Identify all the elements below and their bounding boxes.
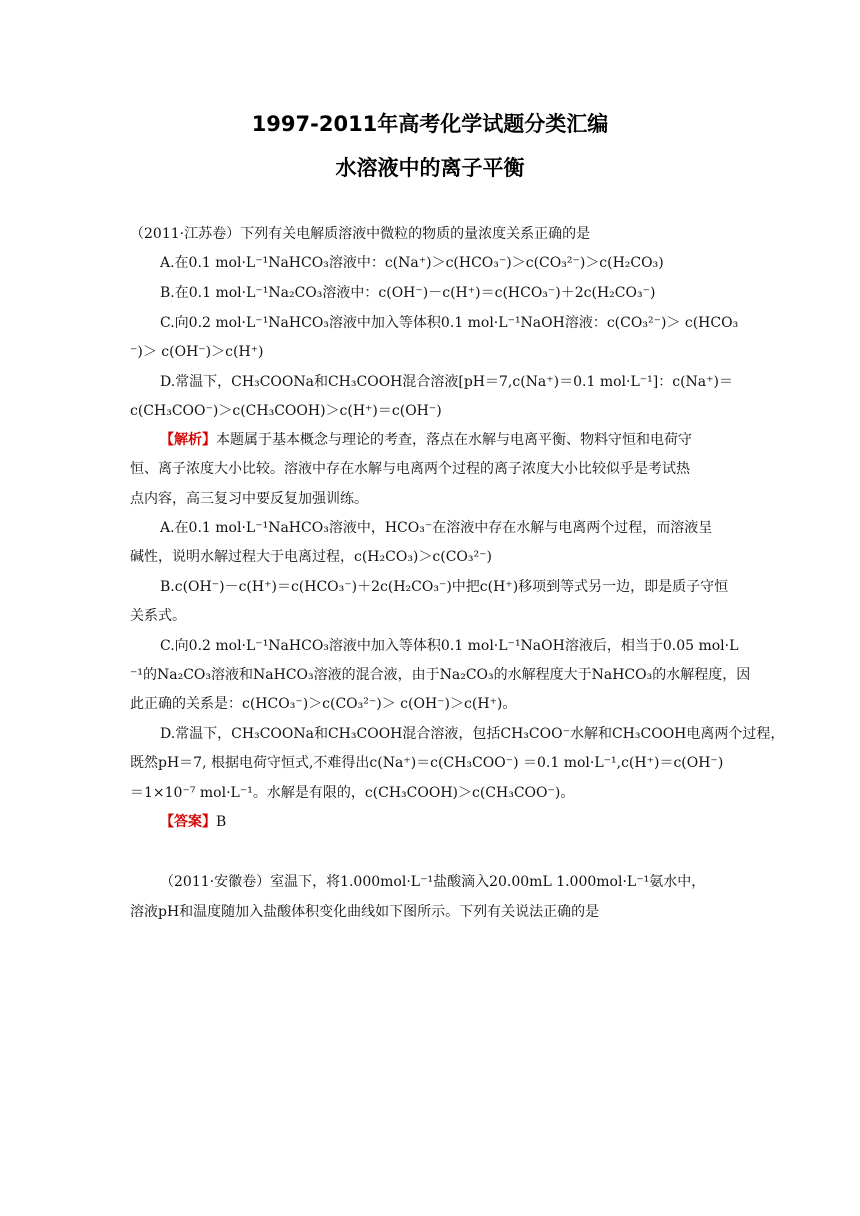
question1-stem: （2011·江苏卷）下列有关电解质溶液中微粒的物质的量浓度关系正确的是: [130, 226, 591, 242]
answer-value: B: [216, 814, 227, 830]
analysis-c-line3: 此正确的关系是：c(HCO₃⁻)＞c(CO₃²⁻)＞ c(OH⁻)＞c(H⁺)。: [130, 696, 517, 712]
document-subtitle: 水溶液中的离子平衡: [335, 156, 525, 180]
question1-option-b: B.在0.1 mol·L⁻¹Na₂CO₃溶液中：c(OH⁻)－c(H⁺)＝c(HCO₃⁻)＋2c(H₂CO₃⁻): [160, 285, 656, 301]
question2-line1: （2011·安徽卷）室温下，将1.000mol·L⁻¹盐酸滴入20.00mL 1.000mol·L⁻¹氨水中，: [160, 874, 706, 890]
question1-option-d-line2: c(CH₃COO⁻)＞c(CH₃COOH)＞c(H⁺)＝c(OH⁻): [130, 403, 442, 419]
document-title: 1997-2011年高考化学试题分类汇编: [251, 112, 609, 136]
question1-option-c-line2: ⁻)＞ c(OH⁻)＞c(H⁺): [130, 344, 264, 360]
analysis-b-line1: B.c(OH⁻)－c(H⁺)＝c(HCO₃⁻)＋2c(H₂CO₃⁻)中把c(H⁺)移项到等式另一边，即是质子守恒: [160, 579, 729, 595]
analysis-d-line3: ＝1×10⁻⁷ mol·L⁻¹。水解是有限的，c(CH₃COOH)＞c(CH₃COO⁻)。: [130, 785, 575, 801]
analysis-d-line2: 既然pH＝7, 根据电荷守恒式,不难得出c(Na⁺)＝c(CH₃COO⁻) ＝0.1 mol·L⁻¹,c(H⁺)＝c(OH⁻): [130, 755, 724, 771]
analysis-intro-line3: 点内容，高三复习中要反复加强训练。: [130, 491, 368, 507]
analysis-d-line1: D.常温下，CH₃COONa和CH₃COOH混合溶液，包括CH₃COO⁻水解和CH₃COOH电离两个过程，: [160, 726, 785, 742]
analysis-intro-text: 本题属于基本概念与理论的考查，落点在水解与电离平衡、物料守恒和电荷守: [216, 432, 692, 448]
analysis-intro-line2: 恒、离子浓度大小比较。溶液中存在水解与电离两个过程的离子浓度大小比较似乎是考试热: [130, 461, 690, 477]
analysis-a-line2: 碱性，说明水解过程大于电离过程，c(H₂CO₃)＞c(CO₃²⁻): [130, 549, 492, 565]
question1-option-a: A.在0.1 mol·L⁻¹NaHCO₃溶液中：c(Na⁺)＞c(HCO₃⁻)＞c(CO₃²⁻)＞c(H₂CO₃): [160, 255, 664, 271]
analysis-c-line2: ⁻¹的Na₂CO₃溶液和NaHCO₃溶液的混合液，由于Na₂CO₃的水解程度大于NaHCO₃的水解程度，因: [130, 667, 751, 683]
question1-option-c-line1: C.向0.2 mol·L⁻¹NaHCO₃溶液中加入等体积0.1 mol·L⁻¹NaOH溶液：c(CO₃²⁻)＞ c(HCO₃: [160, 315, 739, 331]
question1-option-d-line1: D.常温下，CH₃COONa和CH₃COOH混合溶液[pH＝7,c(Na⁺)＝0.1 mol·L⁻¹]：c(Na⁺)＝: [160, 374, 733, 390]
answer-tag: 【答案】: [160, 814, 216, 830]
analysis-intro-line1: [160, 430, 692, 450]
analysis-c-line1: C.向0.2 mol·L⁻¹NaHCO₃溶液中加入等体积0.1 mol·L⁻¹NaOH溶液后，相当于0.05 mol·L: [160, 638, 739, 654]
question2-line2: 溶液pH和温度随加入盐酸体积变化曲线如下图所示。下列有关说法正确的是: [130, 904, 600, 920]
analysis-a-line1: A.在0.1 mol·L⁻¹NaHCO₃溶液中，HCO₃⁻在溶液中存在水解与电离两个过程，而溶液呈: [160, 520, 713, 536]
analysis-b-line2: 关系式。: [130, 608, 186, 624]
analysis-tag: 【解析】: [160, 432, 216, 448]
answer-line: [160, 812, 226, 832]
